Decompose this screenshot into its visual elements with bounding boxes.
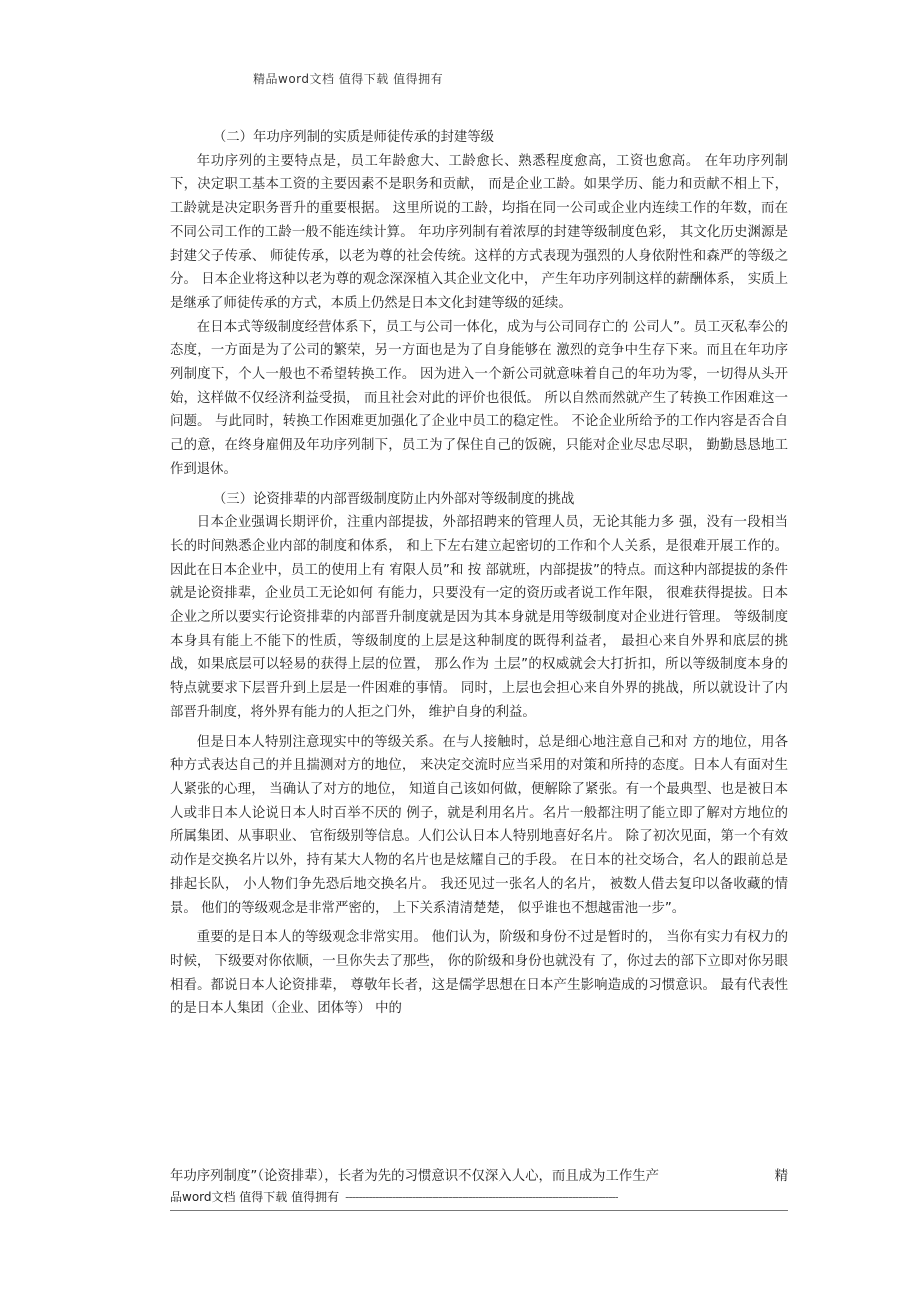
page-footer — [170, 1166, 788, 1211]
section-heading-2: （二）年功序列制的实质是师徒传承的封建等级 — [212, 130, 495, 145]
footer-line — [170, 1166, 788, 1187]
footer-dashes: ---------------------------------------------------------------------------------- — [345, 1190, 619, 1204]
footer-watermark: 品word文档 值得下载 值得拥有 — [170, 1190, 340, 1204]
page-header-watermark: 精品word文档 值得下载 值得拥有 — [253, 72, 444, 86]
paragraph: 年功序列的主要特点是，员工年龄愈大、工龄愈长、熟悉程度愈高，工资也愈高。 在年功序列制下，决定职工基本工资的主要因素不是职务和贡献， 而是企业工龄。如果学历、能力和贡献不相上下，工龄就是决定职务晋升的重要根据。 这里所说的工龄，均指在同一公司或企业内连续工作的年数，而在不同公司工作的工龄一般不能连续计算。 年功序列制有着浓厚的封建等级制度色彩， 其文化历史渊源是封建父子传承、 师徒传承，以老为尊的社会传统。这样的方式表现为强烈的人身依附性和森严的等级之分。 日本企业将这种以老为尊的观念深深植入其企业文化中， 产生年功序列制这样的薪酬体系， 实质上是继承了师徒传承的方式，本质上仍然是日本文化封建等级的延续。 — [170, 153, 788, 311]
paragraph: 日本企业强调长期评价，注重内部提拔，外部招聘来的管理人员，无论其能力多 强，没有一段相当长的时间熟悉企业内部的制度和体系， 和上下左右建立起密切的工作和个人关系，是很难开展工作的。因此在日本企业中，员工的使用上有 宥限人员”和 按 部就班，内部提拔”的特点。而这种内部提拔的条件就是论资排辈，企业员工无论如何 有能力，只要没有一定的资历或者说工作年限， 很难获得提拔。日本企业之所以要实行论资排辈的内部晋升制度就是因为其本身就是用等级制度对企业进行管理。 等级制度本身具有能上不能下的性质，等级制度的上层是这种制度的既得利益者， 最担心来自外界和底层的挑战，如果底层可以轻易的获得上层的位置， 那么作为 土层”的权威就会大打折扣，所以等级制度本身的特点就要求下层晋升到上层是一件困难的事情。 同时，上层也会担心来自外界的挑战，所以就设计了内部晋升制度，将外界有能力的人拒之门外， 维护自身的利益。 — [170, 515, 789, 720]
paragraph: 在日本式等级制度经营体系下，员工与公司一体化，成为与公司同存亡的 公司人”。员工灭私奉公的态度，一方面是为了公司的繁荣，另一方面也是为了自身能够在 激烈的竞争中生存下来。而且在年功序列制度下，个人一般也不希望转换工作。 因为进入一个新公司就意味着自己的年功为零，一切得从头开始，这样做不仅经济利益受损， 而且社会对此的评价也很低。 所以自然而然就产生了转换工作困难这一问题。 与此同时，转换工作困难更加强化了企业中员工的稳定性。 不论企业所给予的工作内容是否合自己的意，在终身雇佣及年功序列制下，员工为了保住自己的饭碗，只能对企业尽忠尽职， 勤勤恳恳地工作到退休。 — [170, 319, 788, 477]
paragraph: 但是日本人特别注意现实中的等级关系。在与人接触时，总是细心地注意自己和对 方的地位，用各种方式表达自己的并且揣测对方的地位， 来决定交流时应当采用的对策和所持的态度。日本人有面对生人紧张的心理， 当确认了对方的地位， 知道自己该如何做，便解除了紧张。有一个最典型、也是被日本人或非日本人论说日本人时百举不厌的 例子，就是利用名片。名片一般都注明了能立即了解对方地位的所属集团、从事职业、 官衔级别等信息。人们公认日本人特别地喜好名片。 除了初次见面，第一个有效动作是交换名片以外，持有某大人物的名片也是炫耀自己的手段。 在日本的社交场合，名人的跟前总是排起长队， 小人物们争先恐后地交换名片。 我还见过一张名人的名片， 被数人借去复印以备收藏的情景。 他们的等级观念是非常严密的， 上下关系清清楚楚， 似乎谁也不想越雷池一步”。 — [170, 734, 788, 916]
document-body — [170, 126, 788, 1021]
section-heading-3: （三）论资排辈的内部晋级制度防止内外部对等级制度的挑战 — [212, 491, 575, 507]
footer-text: 年功序列制度”（论资排辈），长者为先的习惯意识不仅深入人心，而且成为工作生产 — [170, 1169, 659, 1184]
footer-watermark-line — [170, 1187, 788, 1211]
footer-text-tail: 精 — [774, 1169, 788, 1184]
paragraph: 重要的是日本人的等级观念非常实用。 他们认为，阶级和身份不过是暂时的， 当你有实力有权力的时候， 下级要对你依顺，一旦你失去了那些， 你的阶级和身份也就没有 了，你过去的部下立即对你另眼相看。都说日本人论资排辈， 尊敬年长者，这是儒学思想在日本产生影响造成的习惯意识。 最有代表性的是日本人集团（企业、团体等） 中的 — [170, 930, 788, 1017]
